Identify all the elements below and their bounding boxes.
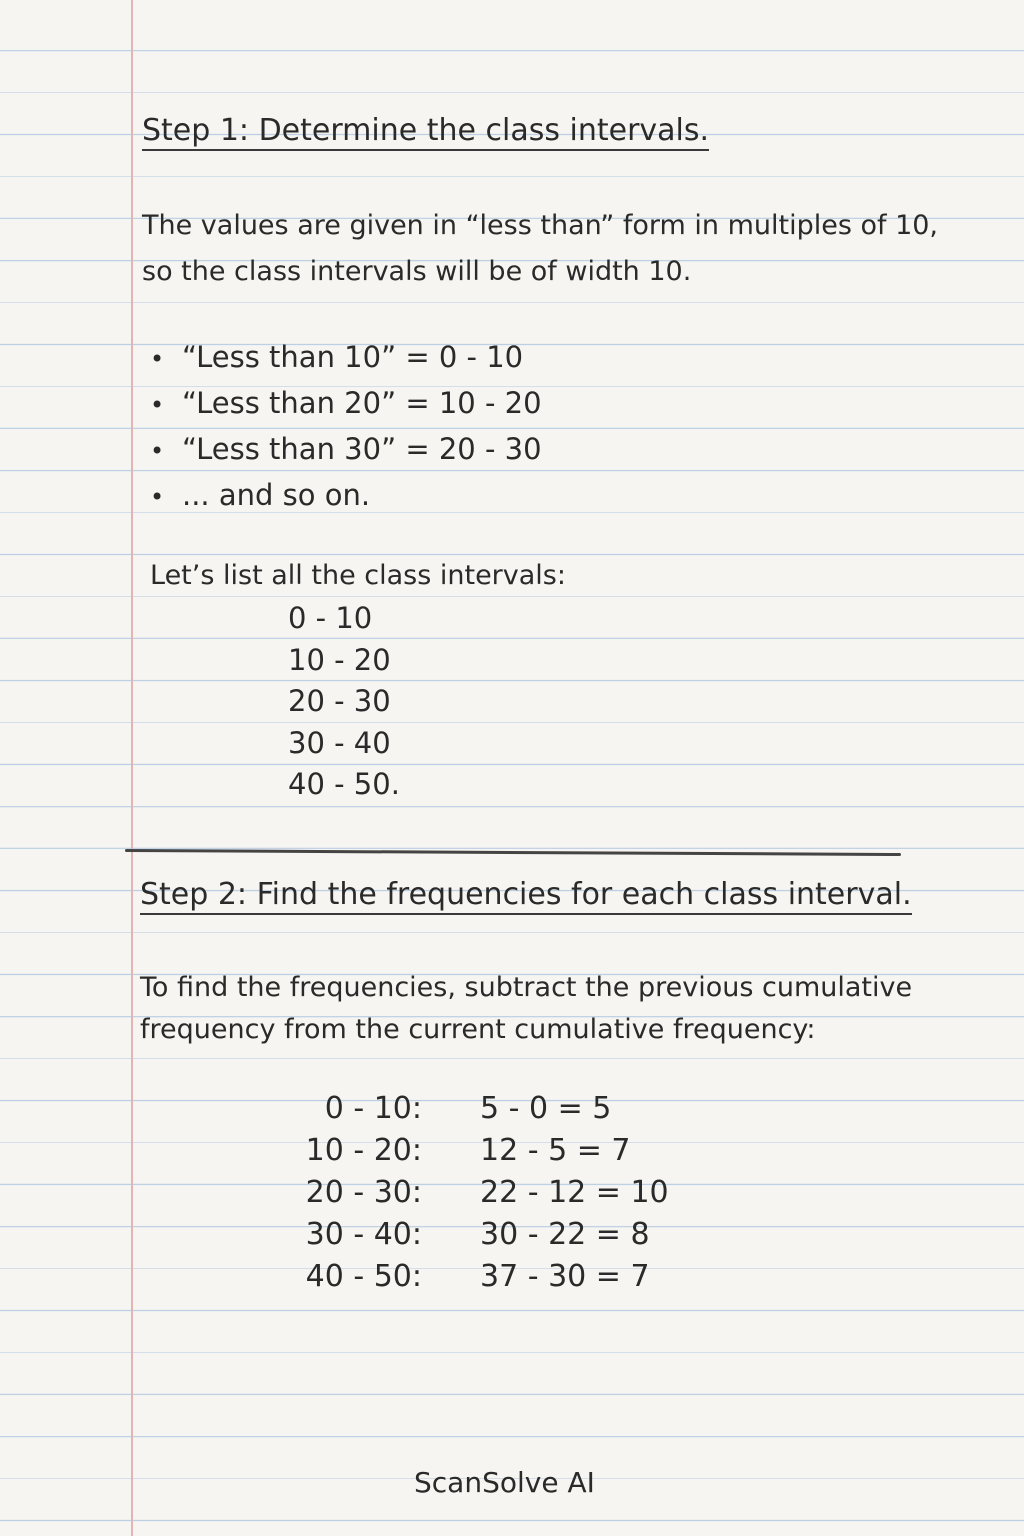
class-interval-item: 40 - 50. [288,767,400,801]
bullet-item [150,334,542,380]
table-row [252,1214,669,1256]
step1-heading: Step 1: Determine the class intervals. [142,114,709,151]
step1-paragraph-line1: The values are given in “less than” form in multiples of 10, [142,210,939,241]
calculation-cell: 12 - 5 = 7 [480,1133,631,1168]
bullet-icon: • [150,391,165,419]
class-interval-item: 0 - 10 [288,601,373,635]
bullet-icon: • [150,345,165,373]
bullet-text: ... and so on. [182,478,371,512]
bullet-item [150,426,542,472]
interval-cell: 0 - 10: [324,1091,422,1126]
section-divider [125,849,901,856]
class-interval-item: 30 - 40 [288,725,391,760]
table-row [252,1130,669,1172]
table-row [252,1256,669,1298]
bullet-text: “Less than 20” = 10 - 20 [182,386,542,420]
class-interval-item: 20 - 30 [288,684,391,718]
watermark-label: ScanSolve AI [414,1466,595,1499]
interval-cell: 10 - 20: [305,1133,422,1168]
bullet-icon: • [150,483,165,511]
interval-list-intro: Let’s list all the class intervals: [150,560,566,591]
step1-bullet-list [150,334,542,518]
step2-paragraph-line2: frequency from the current cumulative frequency: [140,1014,816,1045]
bullet-item [150,380,542,426]
step2-heading: Step 2: Find the frequencies for each class interval. [140,878,912,915]
calculation-cell: 5 - 0 = 5 [480,1091,612,1126]
step1-paragraph-line2: so the class intervals will be of width 10. [142,256,692,287]
interval-cell: 40 - 50: [305,1259,422,1294]
bullet-icon: • [150,437,165,465]
margin-line [131,0,133,1536]
class-interval-item: 10 - 20 [288,642,391,677]
table-row [252,1088,669,1130]
class-interval-list [288,598,400,806]
calculation-cell: 37 - 30 = 7 [480,1259,650,1294]
interval-cell: 20 - 30: [305,1175,422,1210]
calculation-cell: 30 - 22 = 8 [480,1217,650,1252]
bullet-item [150,472,542,518]
frequency-table [252,1088,669,1298]
calculation-cell: 22 - 12 = 10 [480,1175,669,1210]
table-row [252,1172,669,1214]
step2-paragraph-line1: To find the frequencies, subtract the previous cumulative [140,972,913,1003]
interval-cell: 30 - 40: [305,1217,422,1252]
bullet-text: “Less than 30” = 20 - 30 [182,432,542,466]
bullet-text: “Less than 10” = 0 - 10 [182,340,524,374]
